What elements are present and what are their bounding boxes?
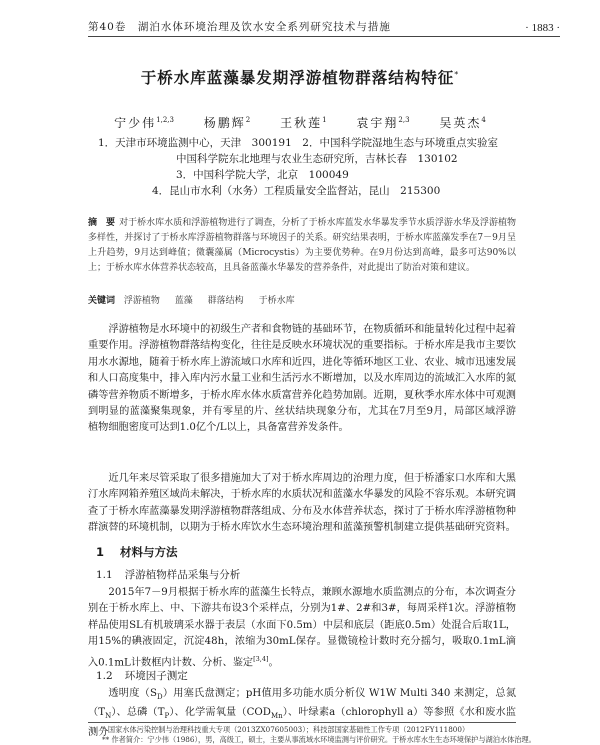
keywords-label: 关键词 — [88, 296, 116, 306]
section-heading: 1 材料与方法 — [96, 545, 178, 559]
author: 吴英杰$^4$ — [439, 116, 486, 130]
author: 袁宇翔$^{2,3}$ — [356, 116, 410, 130]
methods-paragraph-environment: 透明度$(S_D)$用塞氏盘测定；pH值用多功能水质分析仪 W1W Multi 340 来测定，总氮$(T_N)$、总磷$(T_P)$、化学需氧量$(COD_{Mn})$、叶绿素a（chlorophyll a）等参照《水和废水监测分 — [88, 688, 517, 738]
author: 宁少伟$^{1,2,3}$ — [114, 116, 174, 130]
page-number: · 1883 · — [525, 22, 560, 34]
intro-paragraph-1: 浮游植物是水环境中的初级生产者和食物链的基础环节，在物质循环和能量转化过程中起着重要作用。浮游植物群落结构变化，往往是反映水环境状况的重要指标。于桥水库是我市主要饮用水水源地，随着于桥水库上游流域口水库和近四，进化等循环地区工业、农业、城市迅速发展和人口高度集中，排入库内污水量工业和生活污水不断增加，以及水库周边的流域汇入水库的氮磷等营养物质不断增多，于桥水库水体水质富营养化趋势加剧。近期，夏秋季水库水体中可观测到明显的蓝藻聚集现象，并有零星的片、丝状结块现象分布，尤其在7月至9月，局部区域浮游植物细胞密度可达到1.0亿个/L以上，具备富营养发条件。 — [88, 324, 516, 434]
author: 杨鹏辉$^2$ — [203, 116, 251, 130]
abstract-label: 摘 要 — [88, 218, 116, 228]
keyword: 群落结构 — [207, 296, 244, 306]
intro-paragraph-2: 近几年来尽管采取了很多措施加大了对于桥水库周边的治理力度，但于桥潘家口水库和大黑汀水库网箱养殖区域尚未解决，于桥水库的水质状况和蓝藻水华暴发的风险不容乐观。本研究调查了于桥水库蓝藻暴发期浮游植物群落组成、分布及水体营养状态，探讨了于桥水库浮游植物种群演替的环境机制，以期为于桥水库饮水生态环境治理和蓝藻预警机制建立提供基础研究资料。 — [88, 473, 516, 534]
abstract — [88, 216, 516, 276]
affiliation-line: 中国科学院东北地理与农业生态研究所，吉林长春 130102 — [176, 153, 458, 165]
title-footnote-marker: * — [454, 69, 460, 79]
keywords — [88, 293, 516, 306]
paper-title-text: 于桥水库蓝藻暴发期浮游植物群落结构特征 — [140, 69, 455, 87]
keyword: 于桥水库 — [258, 296, 295, 306]
keyword: 浮游植物 — [123, 296, 160, 306]
running-header — [88, 14, 560, 37]
affiliation-line: 1．天津市环境监测中心，天津 300191 2．中国科学院湿地生态与环境重点实验室 — [98, 137, 498, 149]
affiliation-line: 3．中国科学院大学，北京 100049 — [176, 169, 349, 181]
paper-title — [40, 66, 560, 88]
keyword: 蓝藻 — [174, 296, 193, 306]
methods-paragraph-sampling: 2015年7－9月根据于桥水库的蓝藻生长特点，兼顾水源地水质监测点的分布，本次调查分别在于桥水库上、中、下游共布设3个采样点，分别为1#、2#和3#，每周采样1次。浮游植物样品使用SL有机玻璃采水器于表层（水面下0.5m）中层和底层（距底0.5m）处混合后取1L，用15%的碘液固定，沉淀48h，浓缩为30mL保存。显微镜检计数时充分摇匀，吸取0.1mL滴入0.1mL计数框内计数、分析、鉴定[3,4]。 — [88, 587, 516, 669]
footnote: * 国家水体污染控制与治理科技重大专项（2013ZX07605003）；科技部国家基础性工作专项（2012FY111800） — [102, 725, 470, 734]
footnote: ** 作者简介：宁少伟（1986），男，高级工，硕士，主要从事流域水环境监测与评价研究。于桥水库水生生态环境保护与湖泊水体治理。 — [102, 735, 536, 744]
author: 王秋莲$^1$ — [280, 116, 327, 130]
journal-name: 第40卷 湖泊水体环境治理及饮水安全系列研究技术与措施 — [88, 21, 391, 33]
footnotes — [88, 722, 536, 745]
subsection-heading: 1.2 环境因子测定 — [96, 670, 188, 682]
citation[interactable]: [3,4] — [253, 654, 269, 663]
affiliation-line: 4．昆山市水利（水务）工程质量安全监督站，昆山 215300 — [152, 185, 441, 197]
subsection-heading: 1.1 浮游植物样品采集与分析 — [96, 569, 241, 581]
affiliations — [40, 135, 560, 199]
abstract-text: 对于桥水库水质和浮游植物进行了调查，分析了于桥水库蓝发水华暴发季节水质浮游水华及浮游植物多样性，并探讨了于桥水库浮游植物群落与环境因子的关系。研究结果表明，于桥水库蓝藻发季在7－9月呈上升趋势，9月达到峰值；微囊藻属（Microcystis）为主要优势种。在9月份达到高峰，最多可达90%以上；于桥水库水体营养状态较高，且具备蓝藻水华暴发的营养条件，对此提出了防治对策和建议。 — [88, 218, 516, 273]
author-list — [40, 114, 560, 131]
